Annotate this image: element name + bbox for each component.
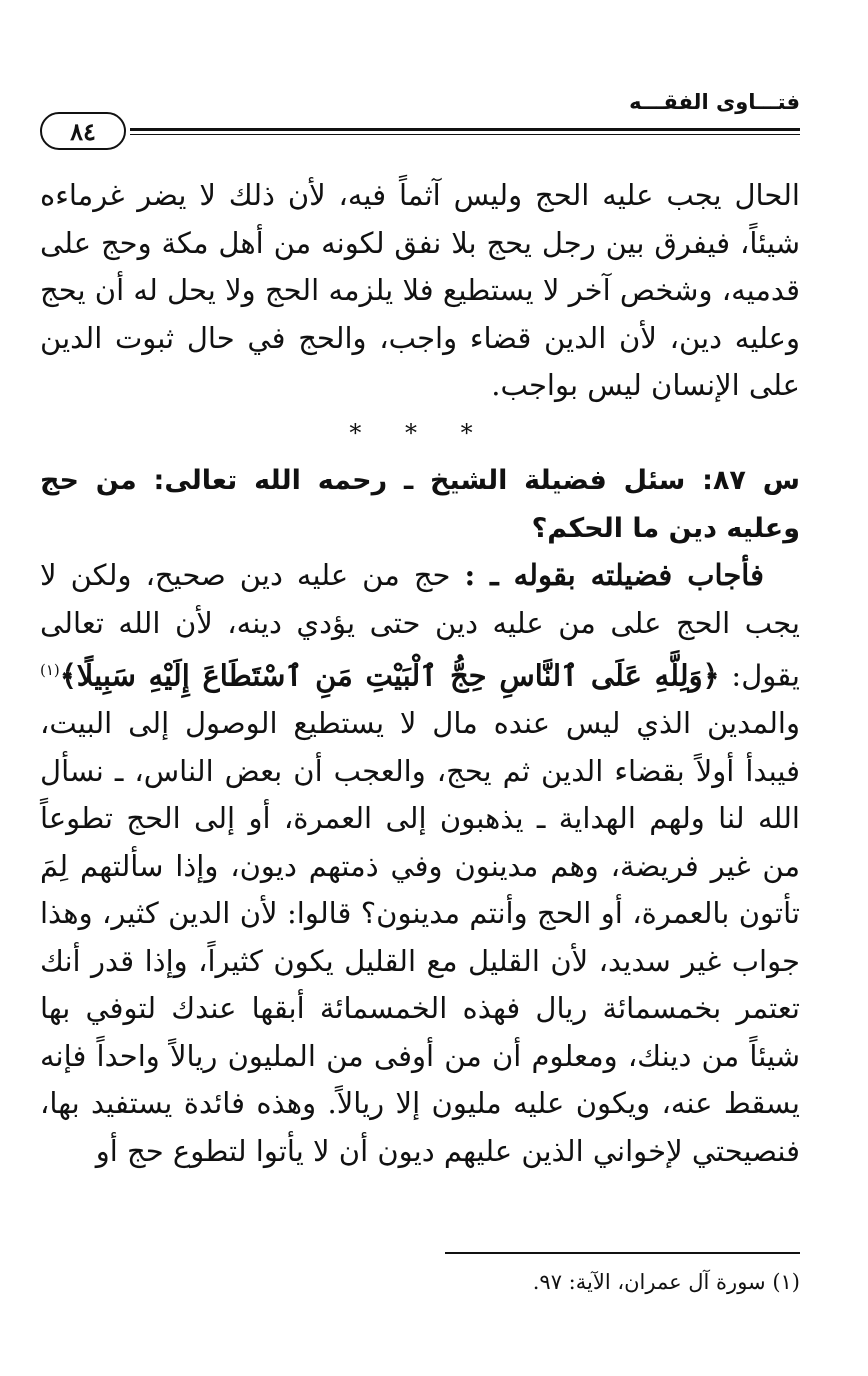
running-title: فتـــاوى الفقـــه <box>629 90 800 114</box>
answer-text-2: والمدين الذي ليس عنده مال لا يستطيع الوصول إلى البيت، فيبدأ أولاً بقضاء الدين ثم يحج، والعجب أن بعض الناس، ـ نسأل الله لنا ولهم الهداية ـ يذهبون إلى العمرة، أو إلى الحج تطوعاً من غير فريضة، وهم مدينون وفي ذمتهم ديون، وإذا سألتهم لِمَ تأتون بالعمرة، أو الحج وأنتم مدينون؟ قالوا: لأن الدين كثير، وهذا جواب غير سديد، لأن القليل مع القليل يكون كثيراً، وإذا قدر أنك تعتمر بخمسمائة ريال فهذه الخمسمائة أبقها عندك لتوفي بها شيئاً من دينك، ومعلوم أن من أوفى من المليون ريالاً واحداً فإنه يسقط عنه، ويكون عليه مليون إلا ريالاً. وهذه فائدة يستفيد بها، فنصيحتي لإخواني الذين عليهم ديون أن لا يأتوا لتطوع حج أو <box>40 706 800 1168</box>
paragraph-continued: الحال يجب عليه الحج وليس آثماً فيه، لأن ذلك لا يضر غرماءه شيئاً، فيفرق بين رجل يحج بلا نفق لكونه من أهل مكة وحج على قدميه، وشخص آخر لا يستطيع فلا يلزمه الحج ولا يحل له أن يحج وعليه دين، لأن الدين قضاء واجب، والحج في حال ثبوت الدين على الإنسان ليس بواجب. <box>40 178 800 402</box>
header-rule-thick <box>130 128 800 131</box>
footnote: (١) سورة آل عمران، الآية: ٩٧. <box>532 1270 800 1294</box>
answer-intro: فأجاب فضيلته بقوله ـ : <box>464 558 764 592</box>
page-number-badge <box>40 112 126 150</box>
answer-paragraph <box>40 552 800 1175</box>
page-header <box>40 86 800 156</box>
quran-verse: ﴿وَلِلَّهِ عَلَى ٱلنَّاسِ حِجُّ ٱلْبَيْتِ مَنِ ٱسْتَطَاعَ إِلَيْهِ سَبِيلًا﴾ <box>59 658 720 693</box>
header-rule-thin <box>130 134 800 135</box>
answer-text-1: حج من عليه دين صحيح، ولكن لا يجب الحج على من عليه دين حتى يؤدي دينه، لأن الله تعالى يقول: <box>40 558 800 693</box>
question-heading: س ٨٧: سئل فضيلة الشيخ ـ رحمه الله تعالى: من حج وعليه دين ما الحكم؟ <box>40 465 800 544</box>
page-body <box>40 172 800 1175</box>
footnote-rule <box>445 1252 800 1254</box>
page-number: ٨٤ <box>70 116 96 146</box>
footnote-reference: (١) <box>40 661 60 679</box>
section-separator: * * * <box>349 418 491 447</box>
